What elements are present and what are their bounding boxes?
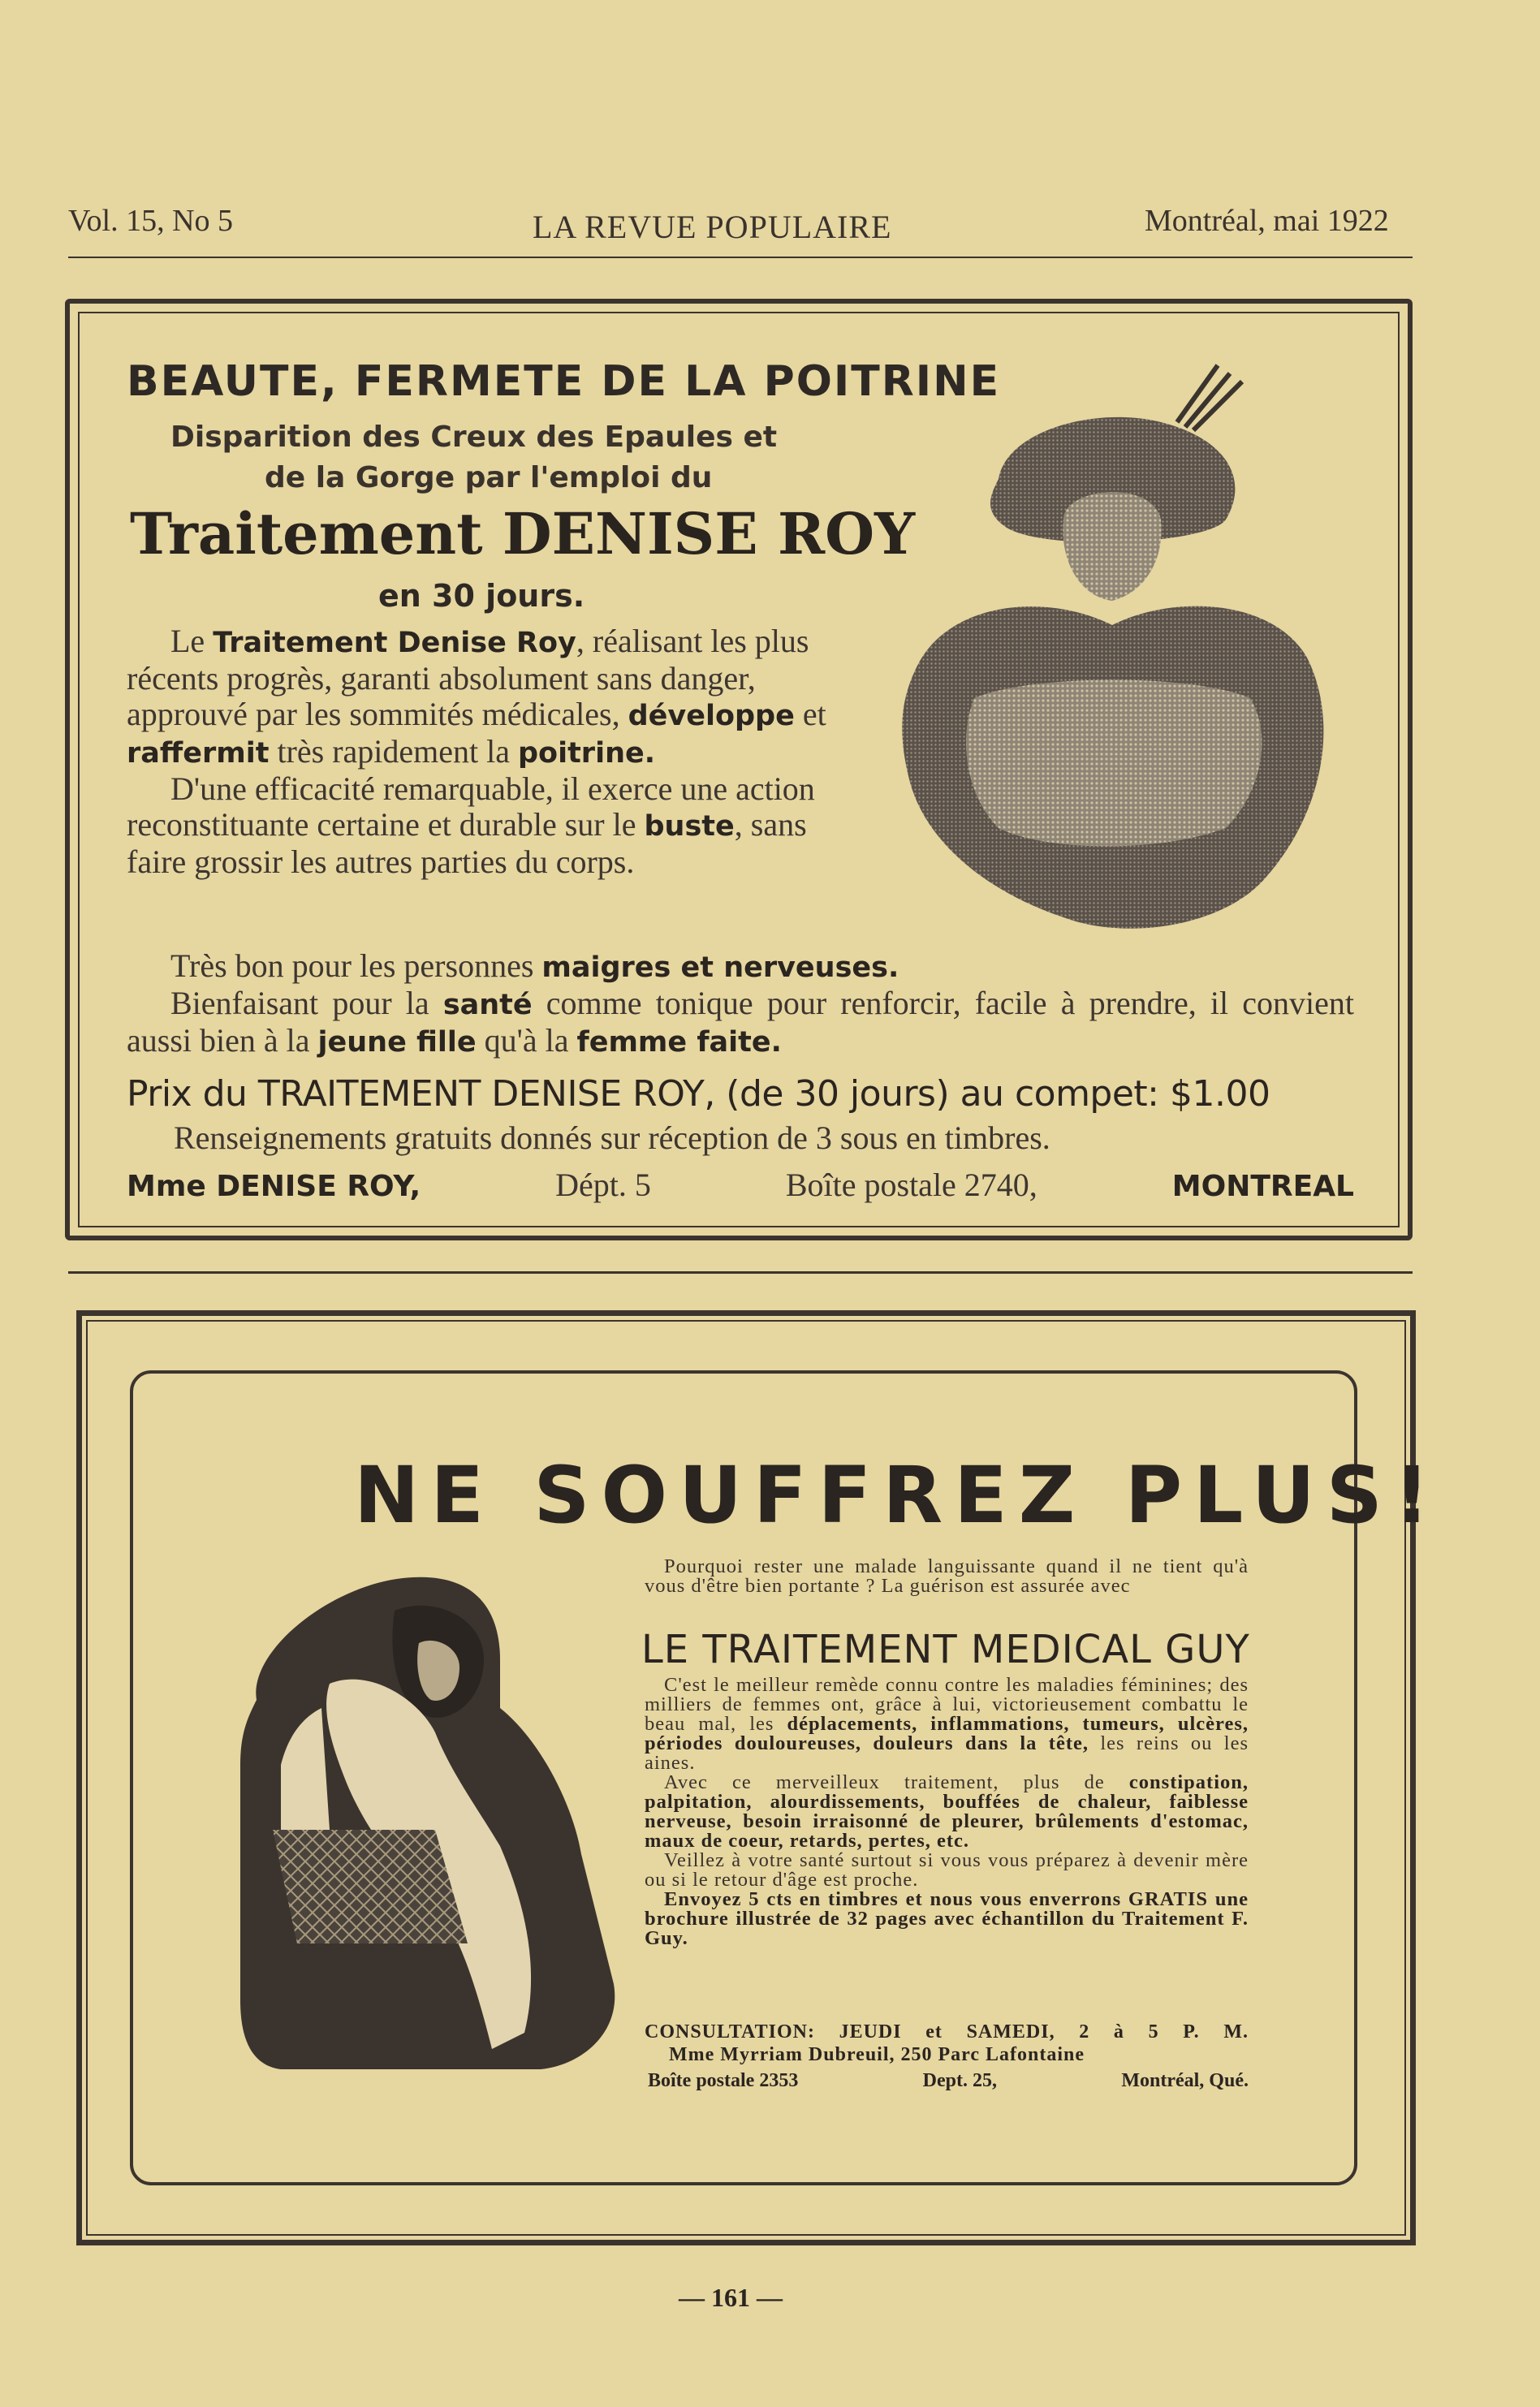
ad1-p3-text-1: Très bon pour les personnes — [170, 947, 542, 984]
ad2-p2-bold-1: constipation, palpitation, alourdissements, bouffées de chaleur, faiblesse nerveuse, besoin irraisonné de pleurer, brûlements d'estomac, maux de coeur, retards, pertes, etc. — [645, 1771, 1249, 1852]
ad1-p4-bold-3: femme faite. — [576, 1026, 782, 1059]
ad2-p1-bold-1: déplacements, inflammations, tumeurs, ulcères, périodes douloureuses, douleurs dans la tête, — [645, 1713, 1249, 1754]
ad2-paragraph-1 — [645, 1676, 1249, 1773]
ad1-title: BEAUTE, FERMETE DE LA POITRINE — [127, 357, 1001, 406]
ad1-body — [127, 623, 867, 880]
ad1-p4-text-1: Bienfaisant pour la — [170, 985, 443, 1021]
ad1-p3-bold-1: maigres et nerveuses. — [541, 951, 899, 984]
ad1-price: Prix du TRAITEMENT DENISE ROY, (de 30 jours) au compet: $1.00 — [127, 1073, 1270, 1115]
ad2-city: Montréal, Qué. — [1121, 2070, 1249, 2091]
ad2-paragraph-4: Envoyez 5 cts en timbres et nous vous enverrons GRATIS une brochure illustrée de 32 pages avec échantillon du Traitement F. Guy. — [645, 1888, 1249, 1949]
ad2-consultation: CONSULTATION: JEUDI et SAMEDI, 2 à 5 P. M. — [645, 2021, 1249, 2042]
ad2-p1-text-2: les reins ou les aines. — [645, 1732, 1249, 1774]
ad1-paragraph-3 — [127, 948, 1354, 986]
ad1-paragraph-1 — [127, 623, 867, 771]
ad1-p1-bold-4: poitrine. — [517, 737, 656, 770]
ad1-paragraph-4 — [127, 986, 1354, 1060]
ad1-p1-bold-1: Traitement Denise Roy — [213, 627, 576, 659]
header-publication: LA REVUE POPULAIRE — [533, 209, 892, 245]
ad1-p1-text-3: et — [794, 696, 826, 732]
ad2-title: NE SOUFFREZ PLUS! — [354, 1450, 1441, 1541]
ad2-intro — [645, 1557, 1249, 1596]
ad1-p4-bold-1: santé — [442, 989, 533, 1021]
ad1-p4-bold-2: jeune fille — [317, 1026, 477, 1059]
ad1-address-name: Mme DENISE ROY, — [127, 1170, 421, 1203]
ad1-paragraph-2 — [127, 771, 867, 880]
ad1-p4-text-2: comme tonique pour renforcir, facile à prendre, il convient aussi bien à la — [127, 985, 1354, 1059]
ad2-paragraph-2 — [645, 1773, 1249, 1851]
header-rule — [68, 257, 1413, 258]
ad1-body-wide — [127, 948, 1354, 1060]
ad1-p1-text-1: Le — [170, 623, 214, 659]
ad1-address-box: Boîte postale 2740, — [785, 1167, 1037, 1203]
ad2-paragraph-3: Veillez à votre santé surtout si vous vous préparez à devenir mère ou si le retour d'âge est proche. — [645, 1849, 1249, 1891]
ad1-p1-bold-3: raffermit — [127, 737, 270, 770]
ad1-address-city: MONTREAL — [1171, 1170, 1354, 1203]
woman-portrait-illustration — [885, 357, 1339, 958]
ad1-p1-text-2: , réalisant les plus récents progrès, garanti absolument sans danger, approuvé par les sommités médicales, — [127, 623, 809, 732]
ad1-duration: en 30 jours. — [378, 578, 585, 614]
ad2-box: Boîte postale 2353 — [648, 2070, 799, 2091]
page-number: — 161 — — [679, 2283, 783, 2312]
ad1-info: Renseignements gratuits donnés sur réception de 3 sous en timbres. — [174, 1119, 1050, 1156]
header-volume: Vol. 15, No 5 — [68, 204, 234, 238]
ad2-product: LE TRAITEMENT MEDICAL GUY — [641, 1627, 1250, 1672]
ad1-subtitle-1: Disparition des Creux des Epaules et — [170, 421, 778, 454]
ad1-address-dept: Dépt. 5 — [555, 1167, 651, 1203]
ad2-body — [645, 1676, 1249, 1948]
ad2-p2-text-1: Avec ce merveilleux traitement, plus de — [664, 1771, 1129, 1793]
ad1-address — [127, 1166, 1354, 1204]
ad2-dept: Dept. 25, — [922, 2070, 997, 2091]
ad1-p2-text-2: , sans faire grossir les autres parties du corps. — [127, 806, 807, 880]
seated-woman-illustration — [232, 1562, 635, 2075]
ad1-p4-text-3: qu'à la — [476, 1022, 577, 1059]
ad2-contact: Mme Myrriam Dubreuil, 250 Parc Lafontaine — [669, 2044, 1085, 2065]
ad1-p1-bold-2: développe — [628, 700, 795, 732]
ad1-product-name: Traitement DENISE ROY — [130, 500, 916, 567]
ad1-p2-text-1: D'une efficacité remarquable, il exerce une action reconstituante certaine et durable sur le — [127, 770, 815, 843]
ad1-p2-bold-1: buste — [644, 810, 735, 843]
ad2-intro-text: Pourquoi rester une malade languissante quand il ne tient qu'à vous d'être bien portante ? La guérison est assurée avec — [645, 1555, 1249, 1597]
separator-rule — [68, 1271, 1413, 1274]
ad2-p1-text-1: C'est le meilleur remède connu contre les maladies féminines; des milliers de femmes ont, grâce à lui, victorieusement combattu le beau mal, les — [645, 1674, 1249, 1735]
header-date: Montréal, mai 1922 — [1145, 204, 1389, 238]
ad1-p1-text-4: très rapidement la — [269, 733, 518, 770]
ad2-address-line — [648, 2070, 1249, 2092]
ad1-subtitle-2: de la Gorge par l'emploi du — [265, 461, 713, 494]
